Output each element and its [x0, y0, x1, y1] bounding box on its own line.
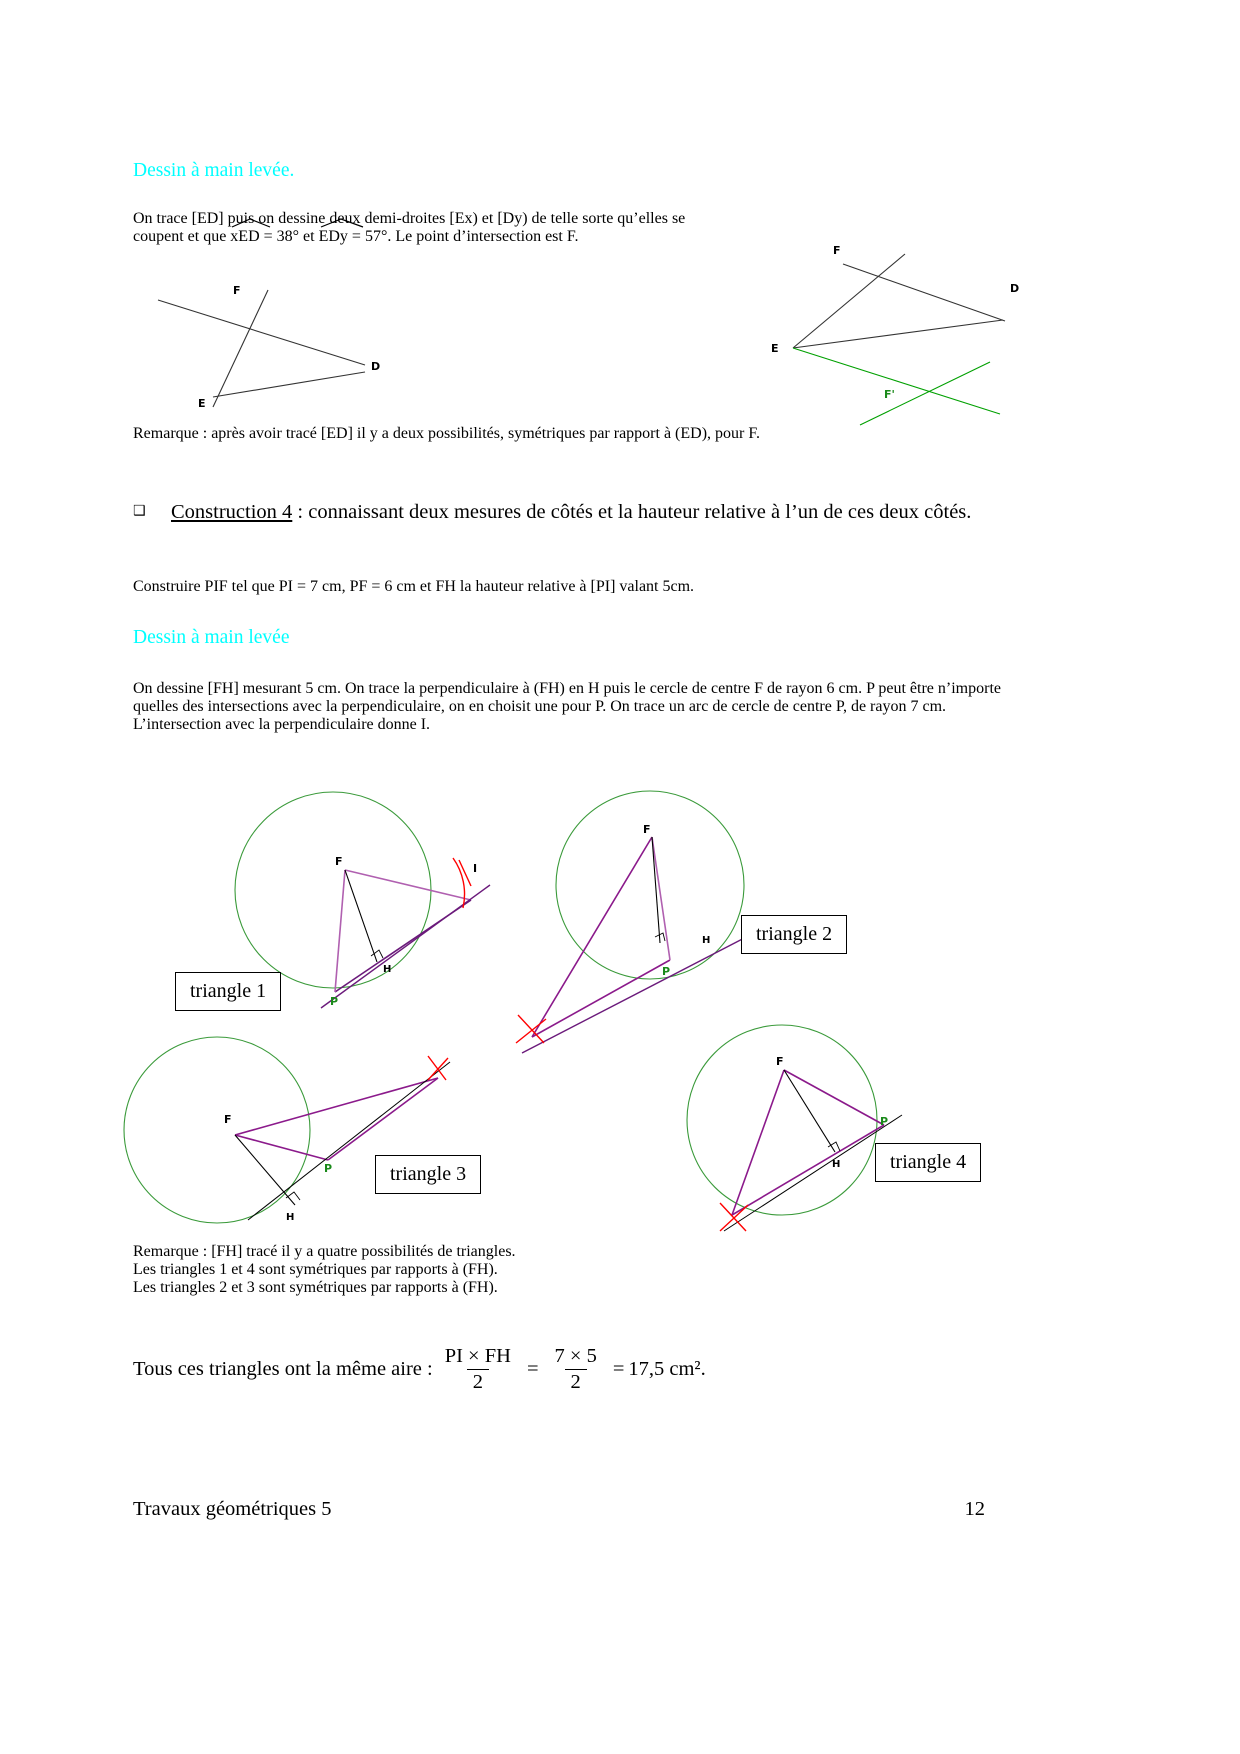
equals-sign-2: =	[612, 1357, 625, 1380]
heading-dessin-main-levee-2	[133, 627, 290, 649]
t3-height-FH	[235, 1135, 295, 1205]
fig1-label-F: F	[233, 284, 241, 297]
fig2-line-F-to-E	[793, 254, 905, 348]
t1-side-P-F	[335, 870, 345, 992]
angle-hat-icon-1	[230, 218, 272, 228]
t1-label-P: P	[330, 995, 339, 1008]
fig2-label-E: E	[771, 342, 779, 355]
triangle-3-label-box	[375, 1155, 481, 1194]
triangle-2-label: triangle 2	[756, 923, 833, 945]
construire-pif: Construire PIF tel que PI = 7 cm, PF = 6 cm et FH la hauteur relative à [PI] valant 5cm.	[133, 578, 695, 595]
page-footer	[133, 1498, 985, 1521]
t4-label-H: H	[832, 1159, 841, 1170]
remarque-2-line-3: Les triangles 2 et 3 sont symétriques par rapports à (FH).	[133, 1279, 498, 1296]
triangle-1-label-box	[175, 972, 281, 1011]
t2-height-FH	[652, 837, 660, 943]
t3-perpendicular-line	[248, 1062, 450, 1220]
fraction-7x5-over-2	[549, 1345, 603, 1394]
t1-label-I: I	[473, 862, 478, 875]
angle-xed-text: xED	[230, 228, 260, 245]
t2-label-F: F	[643, 823, 651, 836]
fig2-label-Fprime: F'	[884, 388, 895, 401]
t1-side-F-I	[345, 870, 471, 900]
t1-label-H: H	[383, 964, 392, 975]
t2-side-P-F	[652, 837, 670, 960]
t3-circle-center-F	[124, 1037, 310, 1223]
remarque-1: Remarque : après avoir tracé [ED] il y a deux possibilités, symétriques par rapport à (ED), pour F.	[133, 425, 760, 442]
t2-label-P: P	[662, 965, 671, 978]
t4-circle-center-F	[687, 1025, 877, 1215]
t3-right-angle-mark	[286, 1192, 300, 1200]
triangle-3-label: triangle 3	[390, 1163, 467, 1185]
figure-triangle-4	[672, 1015, 1002, 1245]
t3-side-I-P	[328, 1078, 438, 1160]
remarque-2-line-2: Les triangles 1 et 4 sont symétriques par rapports à (FH).	[133, 1261, 498, 1278]
t2-side-I-P	[532, 960, 670, 1037]
angle-edy	[319, 228, 348, 246]
t4-label-P: P	[880, 1115, 889, 1128]
t4-side-P-F	[784, 1070, 884, 1125]
t3-label-F: F	[224, 1113, 232, 1126]
footer-page-number: 12	[964, 1498, 985, 1520]
intro-line-1: On trace [ED] puis on dessine deux demi-droites [Ex) et [Dy) de telle sorte qu’elles se	[133, 210, 686, 227]
triangle-2-label-box	[741, 915, 847, 954]
remarque-2-line-1: Remarque : [FH] tracé il y a quatre possibilités de triangles.	[133, 1243, 516, 1260]
fig2-label-D: D	[1010, 282, 1020, 295]
bullet-construction-4-text	[171, 498, 971, 526]
area-formula	[133, 1345, 706, 1394]
triangle-1-label: triangle 1	[190, 980, 267, 1002]
fig2-label-F: F	[833, 244, 841, 257]
fraction-1-numerator: PI × FH	[444, 1345, 511, 1367]
t4-side-I-P	[732, 1125, 884, 1215]
angle-hat-icon-2	[319, 218, 365, 228]
fraction-1-denominator: 2	[467, 1369, 489, 1394]
paragraph-dessine-fh: On dessine [FH] mesurant 5 cm. On trace la perpendiculaire à (FH) en H puis le cercle de centre F de rayon 6 cm. P peut être n’importe quelles des intersections avec la perpendiculaire, on en choisit une pour P. On trace un arc de cercle de centre P, de rayon 7 cm. L’intersection avec la perpendiculaire donne I.	[133, 680, 1001, 733]
heading-text-2: Dessin à main levée	[133, 627, 290, 648]
t4-label-F: F	[776, 1055, 784, 1068]
fig1-label-D: D	[371, 360, 381, 373]
area-formula-prefix: Tous ces triangles ont la même aire :	[133, 1357, 433, 1380]
intro-line2-pre: coupent et que	[133, 228, 231, 245]
t2-side-F-I	[532, 837, 652, 1037]
fig2-green-line-1	[793, 348, 1000, 414]
remarque-2	[133, 1243, 993, 1297]
bullet-construction-4	[133, 498, 993, 526]
heading-text: Dessin à main levée.	[133, 160, 295, 181]
t1-height-FH	[345, 870, 377, 962]
intro-line2-mid: = 38° et	[259, 228, 319, 245]
triangle-4-label: triangle 4	[890, 1151, 967, 1173]
t1-red-arc	[453, 858, 465, 908]
bullet-square-icon: ❑	[133, 503, 146, 519]
heading-dessin-main-levee-1	[133, 160, 294, 182]
t4-side-F-I	[732, 1070, 784, 1215]
t4-height-FH	[784, 1070, 835, 1152]
fig2-green-line-2	[860, 362, 990, 425]
t3-label-P: P	[324, 1162, 333, 1175]
construction-4-rest: : connaissant deux mesures de côtés et la hauteur relative à l’un de ces deux côtés.	[292, 501, 972, 523]
figure-2-ed-symmetric-sketch	[755, 222, 1025, 427]
t3-label-H: H	[286, 1212, 295, 1223]
t2-label-H: H	[702, 935, 711, 946]
fig2-line-top	[843, 264, 1005, 321]
t1-label-F: F	[335, 855, 343, 868]
t3-side-F-I	[235, 1078, 438, 1135]
t3-red-tick-2	[428, 1058, 448, 1080]
intro-line2-post: = 57°. Le point d’intersection est F.	[347, 228, 579, 245]
t1-perpendicular-line	[321, 885, 490, 1008]
fraction-pi-fh-over-2	[439, 1345, 517, 1394]
figure-1-ed-sketch	[150, 272, 400, 412]
footer-title: Travaux géométriques 5	[133, 1498, 332, 1520]
fig1-line-top	[158, 300, 365, 365]
fraction-2-denominator: 2	[565, 1369, 587, 1394]
t1-circle-center-F	[235, 792, 431, 988]
figure-triangle-3	[120, 1020, 470, 1240]
construction-4-title: Construction 4	[171, 501, 293, 523]
area-formula-result: 17,5 cm².	[628, 1357, 706, 1380]
fig1-label-E: E	[198, 397, 206, 410]
t3-side-P-F	[235, 1135, 328, 1160]
equals-sign-1: =	[526, 1357, 539, 1380]
fig1-line-bottom	[213, 372, 365, 397]
triangle-4-label-box	[875, 1143, 981, 1182]
angle-edy-text: EDy	[318, 228, 348, 245]
fraction-2-numerator: 7 × 5	[554, 1345, 597, 1367]
fig2-line-E-to-D	[793, 320, 1003, 348]
angle-xed	[230, 228, 259, 246]
